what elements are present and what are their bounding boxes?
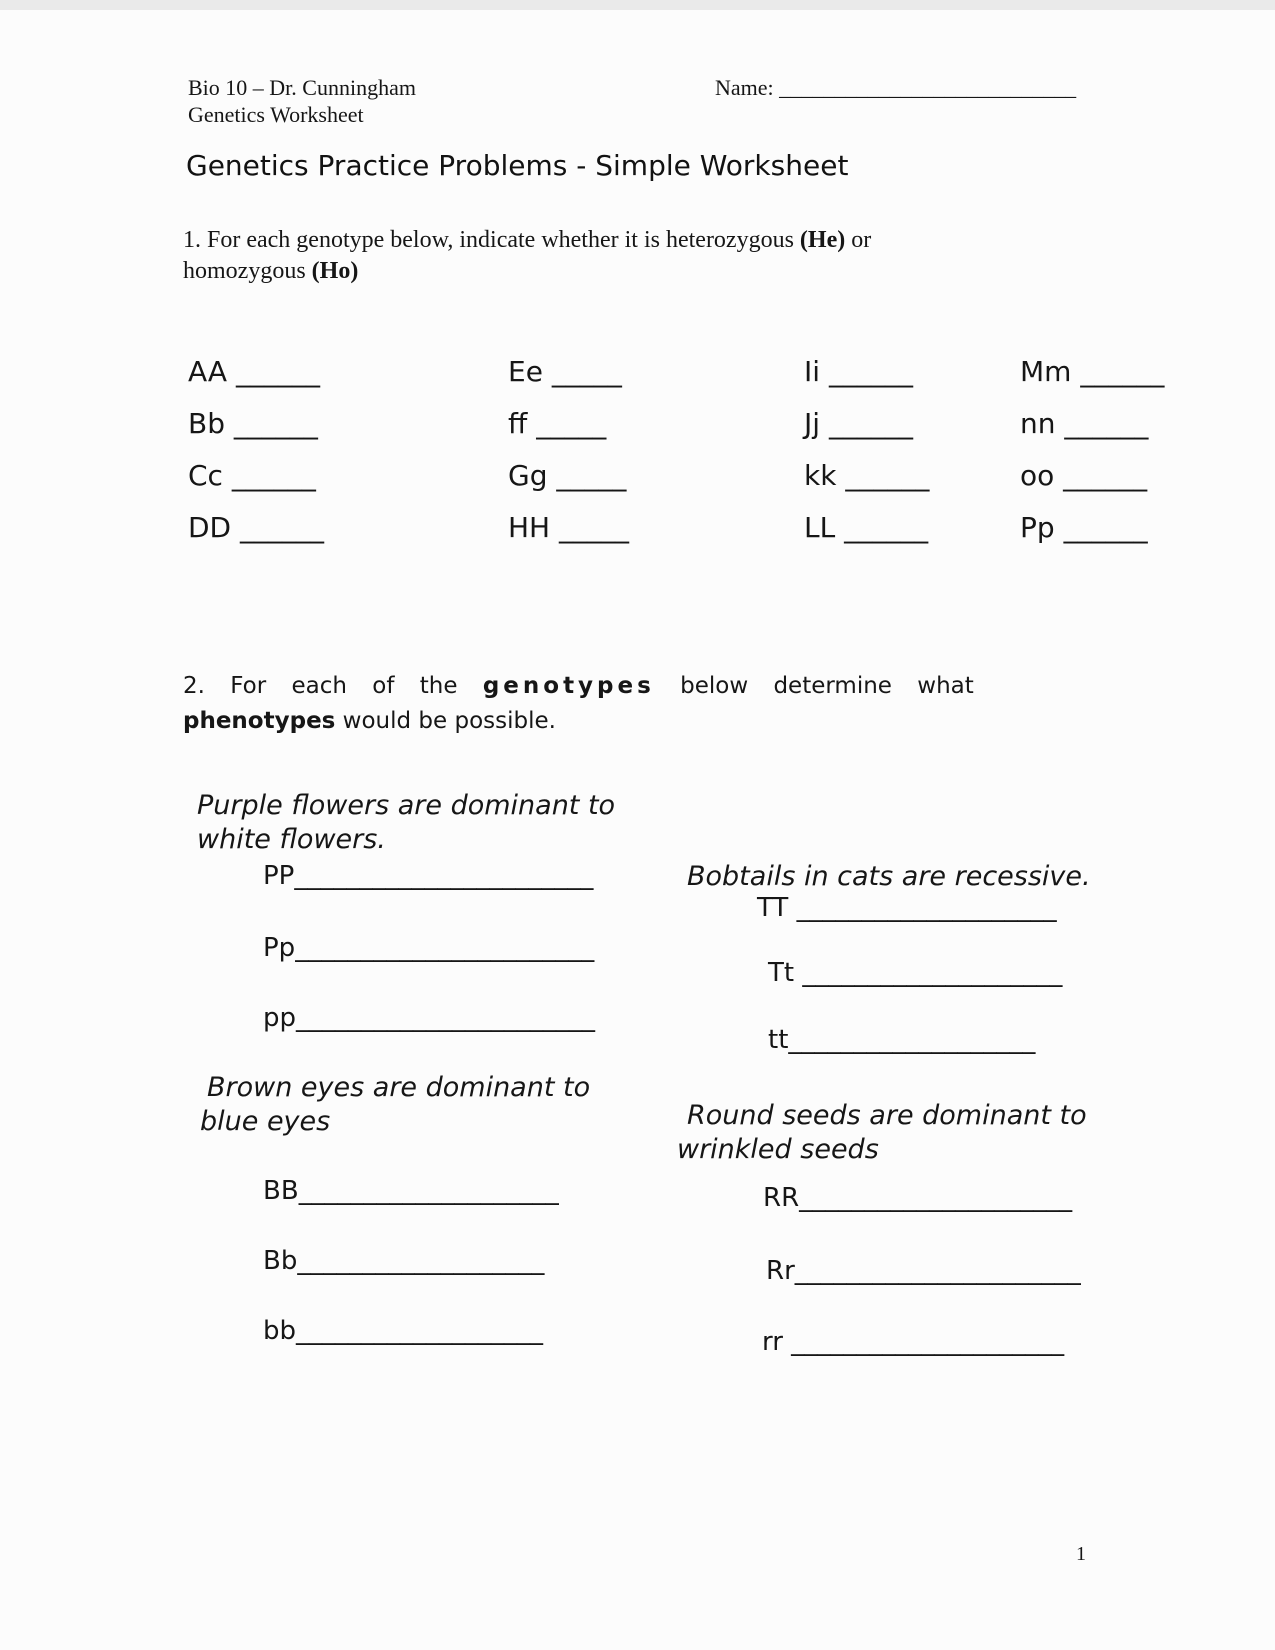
header-course-line: Bio 10 – Dr. Cunningham: [188, 75, 416, 100]
prompt-line: Bobtails in cats are recessive.: [687, 861, 1091, 892]
genotype-cell: [804, 502, 929, 554]
grid-column-3: [804, 346, 929, 554]
answer-blank: ___________________: [297, 1246, 545, 1276]
answer-blank: ______: [1054, 459, 1148, 492]
question1-line2: [183, 256, 871, 287]
genotype-cell: [508, 346, 629, 398]
genotype-label: Tt: [768, 958, 795, 988]
answer-blank: _____: [542, 355, 622, 388]
genotype-cell: [804, 450, 929, 502]
answer-blank: ______: [836, 459, 930, 492]
question1-line1-tail: or: [845, 227, 872, 253]
purple-flowers-prompt: [197, 789, 615, 857]
genotype-label: TT: [757, 893, 789, 923]
page-number: 1: [1076, 1543, 1086, 1565]
genotype-cell: [508, 398, 629, 450]
genotype-cell: [188, 502, 324, 554]
genotype-label: Bb: [263, 1246, 298, 1276]
genotype-label: AA: [188, 355, 228, 388]
question2-text: [183, 669, 974, 739]
genotype-cell: [1020, 502, 1164, 554]
answer-blank: ______: [231, 511, 325, 544]
genotype-label: RR: [763, 1183, 800, 1213]
genotype-entry-RR: [763, 1185, 1072, 1211]
question2-line2-tail: would be possible.: [335, 708, 556, 734]
grid-column-4: [1020, 346, 1164, 554]
he-abbrev: (He): [799, 227, 846, 253]
answer-blank: _____________________: [782, 1327, 1065, 1357]
question1-line1-text: 1. For each genotype below, indicate whether it is heterozygous: [183, 227, 800, 253]
genotype-label: DD: [188, 511, 232, 544]
genotype-label: Ii: [804, 355, 821, 388]
brown-eyes-prompt: [200, 1071, 590, 1139]
answer-blank: ______: [224, 407, 318, 440]
genotype-cell: [508, 502, 629, 554]
genotype-entry-PP: [263, 863, 593, 889]
genotype-label: bb: [263, 1316, 297, 1346]
prompt-line: wrinkled seeds: [677, 1134, 879, 1165]
genotype-label: Ee: [508, 355, 543, 388]
answer-blank: ______________________: [794, 1256, 1081, 1286]
genotype-label: Rr: [766, 1256, 795, 1286]
answer-blank: ______: [1055, 407, 1149, 440]
genotype-cell: [188, 450, 324, 502]
answer-blank: ___________________: [788, 1025, 1036, 1055]
genotype-label: Cc: [188, 459, 223, 492]
round-seeds-prompt: [677, 1099, 1087, 1167]
genotype-entry-TT: [757, 895, 1057, 921]
prompt-line: blue eyes: [200, 1106, 331, 1137]
genotype-label: BB: [263, 1176, 299, 1206]
question1-line2-text: homozygous: [183, 258, 312, 284]
bobtail-prompt: [687, 860, 1091, 894]
genotype-entry-Rr: [766, 1258, 1081, 1284]
genotype-cell: [804, 346, 929, 398]
genotype-label: Mm: [1020, 355, 1072, 388]
genotype-entry-pp: [263, 1005, 595, 1031]
question2-line1-tail: below determine what: [654, 673, 974, 699]
answer-blank: _____: [547, 459, 627, 492]
prompt-line: Purple flowers are dominant to: [197, 790, 616, 821]
answer-blank: ____________________: [298, 1176, 559, 1206]
answer-blank: ______: [222, 459, 316, 492]
genotype-label: LL: [804, 511, 836, 544]
name-blank-line: ___________________________: [773, 75, 1077, 100]
scan-edge-band: [0, 0, 1275, 10]
question1-text: [183, 225, 871, 287]
genotype-entry-tt: [768, 1027, 1035, 1053]
genotype-label: kk: [804, 459, 837, 492]
genotype-cell: [508, 450, 629, 502]
genotype-entry-Pp: [263, 935, 594, 961]
answer-blank: ______: [1054, 511, 1148, 544]
answer-blank: ____________________: [794, 958, 1063, 988]
answer-blank: _____: [527, 407, 607, 440]
answer-blank: _______________________: [295, 933, 595, 963]
question1-line1: [183, 225, 871, 256]
answer-blank: _____: [550, 511, 630, 544]
answer-blank: ______: [227, 355, 320, 388]
genotype-label: Pp: [263, 933, 296, 963]
answer-blank: ______: [820, 407, 913, 440]
prompt-line: Round seeds are dominant to: [687, 1100, 1087, 1131]
question2-line2: [183, 704, 974, 739]
answer-blank: ______: [1071, 355, 1165, 388]
genotype-entry-bb: [263, 1318, 543, 1344]
genotype-cell: [1020, 346, 1164, 398]
ho-abbrev: (Ho): [311, 258, 359, 284]
genotype-label: oo: [1020, 459, 1055, 492]
genotype-label: PP: [263, 861, 295, 891]
genotype-label: Pp: [1020, 511, 1055, 544]
genotype-label: ff: [508, 407, 528, 440]
grid-column-2: [508, 346, 629, 554]
answer-blank: _______________________: [294, 861, 594, 891]
answer-blank: ____________________: [788, 893, 1057, 923]
question2-line1-text: 2. For each of the: [183, 673, 483, 699]
header-block: [188, 74, 416, 128]
answer-blank: _______________________: [296, 1003, 596, 1033]
genotype-entry-Bb: [263, 1248, 544, 1274]
genotypes-word: genotypes: [482, 673, 655, 699]
name-line: [715, 74, 1076, 101]
answer-blank: ______: [835, 511, 929, 544]
answer-blank: ______: [820, 355, 913, 388]
genotype-label: tt: [768, 1025, 789, 1055]
question2-line1: [183, 669, 974, 704]
prompt-line: white flowers.: [197, 824, 386, 855]
genotype-label: HH: [508, 511, 551, 544]
genotype-entry-Tt: [768, 960, 1062, 986]
genotype-cell: [188, 398, 324, 450]
genotype-label: nn: [1020, 407, 1056, 440]
phenotypes-word: phenotypes: [183, 708, 336, 734]
genotype-label: rr: [762, 1327, 783, 1357]
genotype-entry-rr: [762, 1329, 1064, 1355]
genotype-entry-BB: [263, 1178, 559, 1204]
name-label: Name:: [715, 75, 774, 100]
header-worksheet-line: Genetics Worksheet: [188, 102, 364, 127]
answer-blank: _____________________: [799, 1183, 1073, 1213]
answer-blank: ___________________: [296, 1316, 544, 1346]
prompt-line: Brown eyes are dominant to: [207, 1072, 591, 1103]
genotype-cell: [1020, 450, 1164, 502]
grid-column-1: [188, 346, 324, 554]
genotype-label: Gg: [508, 459, 548, 492]
genotype-label: Jj: [804, 407, 821, 440]
genotype-label: pp: [263, 1003, 297, 1033]
genotype-cell: [188, 346, 324, 398]
genotype-cell: [804, 398, 929, 450]
genotype-label: Bb: [188, 407, 225, 440]
genotype-cell: [1020, 398, 1164, 450]
worksheet-title: Genetics Practice Problems - Simple Worksheet: [186, 149, 849, 182]
